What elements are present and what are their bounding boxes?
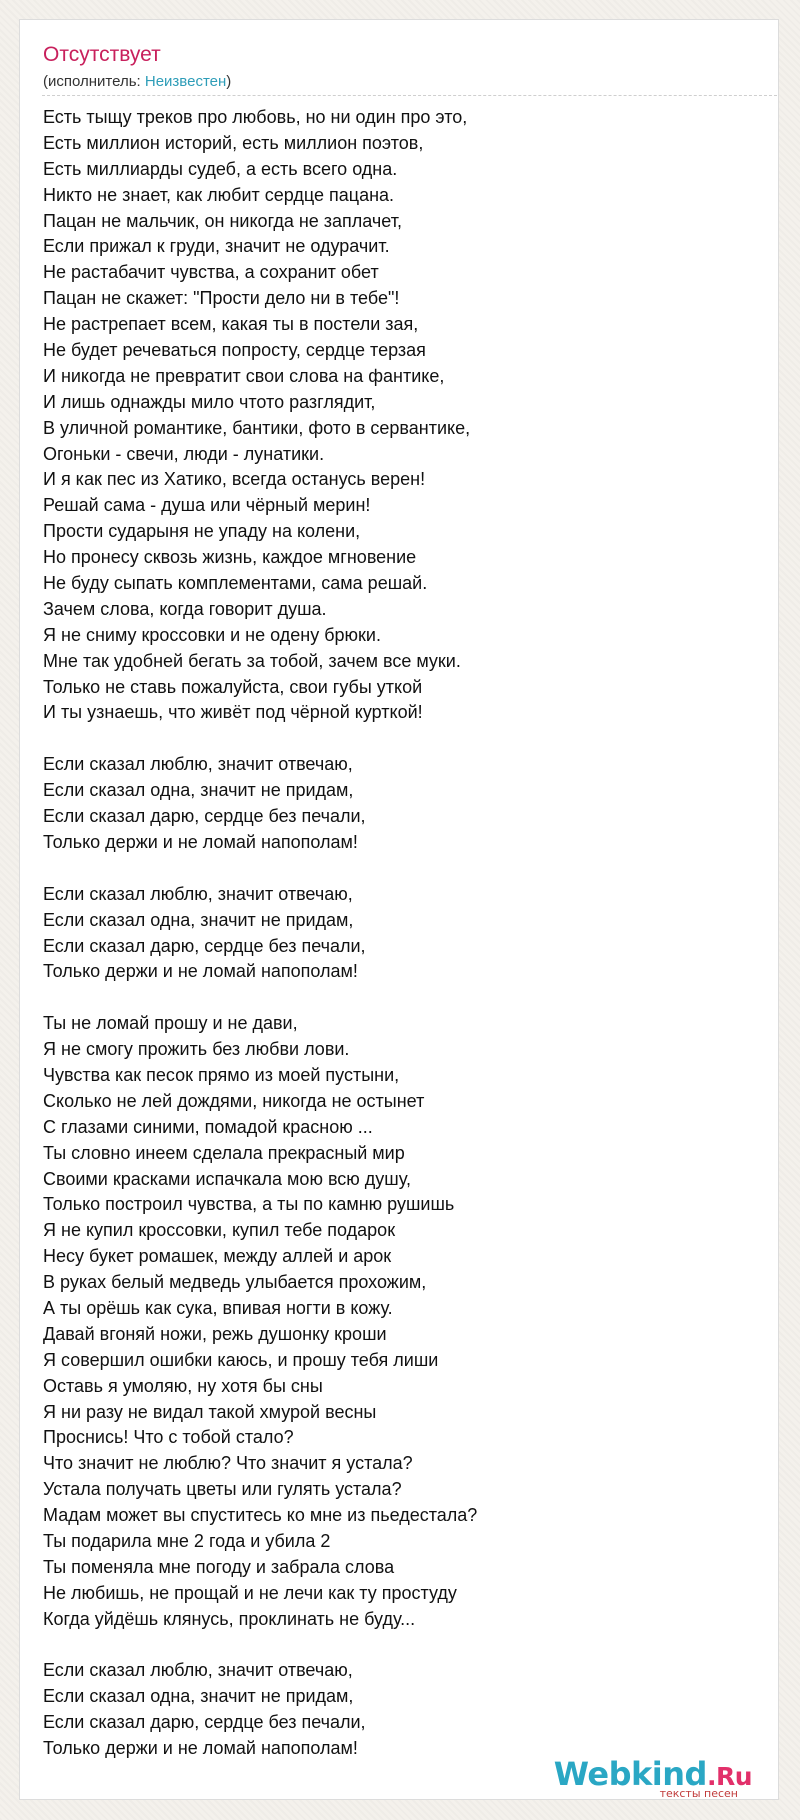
lyric-line: Если сказал одна, значит не придам, [43,780,354,801]
lyric-line: Есть миллион историй, есть миллион поэтов, [43,132,424,153]
lyric-line: В руках белый медведь улыбается прохожим, [43,1272,427,1293]
lyric-line: Если сказал люблю, значит отвечаю, [43,883,353,904]
artist-suffix: ) [226,73,232,90]
stanza-break [43,856,743,882]
lyric-line: Только держи и не ломай напополам! [43,961,358,982]
artist-link[interactable]: Неизвестен [144,73,227,90]
lyric-line: Пацан не мальчик, он никогда не заплачет, [43,210,402,231]
lyric-line: Устала получать цветы или гулять устала? [43,1479,402,1500]
lyric-line: В уличной романтике, бантики, фото в сервантике, [43,417,471,438]
lyric-line: Но пронесу сквозь жизнь, каждое мгновение [43,547,417,568]
lyric-line: Я не смогу прожить без любви лови. [43,1039,350,1060]
song-title: Отсутствует [43,43,161,66]
lyric-line: И никогда не превратит свои слова на фантике, [43,365,445,386]
lyric-line: И лишь однажды мило чтото разглядит, [43,391,376,412]
lyric-line: Ты не ломай прошу и не дави, [43,1013,298,1034]
lyric-line: Не растрепает всем, какая ты в постели зая, [43,314,419,335]
lyric-line: Если сказал дарю, сердце без печали, [43,806,366,827]
lyric-line: Я совершил ошибки каюсь, и прошу тебя лиши [43,1349,439,1370]
stanza-break [43,726,743,752]
lyric-line: И я как пес из Хатико, всегда останусь верен! [43,469,426,490]
logo-tagline: тексты песен [659,1787,738,1800]
lyric-line: И ты узнаешь, что живёт под чёрной курткой! [43,702,423,723]
lyric-line: А ты орёшь как сука, впивая ногти в кожу. [43,1297,393,1318]
lyrics-text [43,105,743,1762]
lyric-line: Я не купил кроссовки, купил тебе подарок [43,1220,396,1241]
lyric-line: Если сказал одна, значит не придам, [43,1686,354,1707]
lyric-line: Прости сударыня не упаду на колени, [43,521,361,542]
logo-brand: Webkind [553,1755,707,1793]
lyric-line: Если сказал одна, значит не придам, [43,909,354,930]
logo-tld: .Ru [706,1762,752,1791]
site-logo[interactable] [554,1757,752,1799]
lyrics-card [19,19,779,1800]
lyric-line: Когда уйдёшь клянусь, проклинать не буду... [43,1608,416,1629]
lyric-line: Ты подарила мне 2 года и убила 2 [43,1530,331,1551]
lyric-line: Сколько не лей дождями, никогда не остынет [43,1090,425,1111]
stanza-break [43,1633,743,1659]
lyric-line: Проснись! Что с тобой стало? [43,1427,294,1448]
lyric-line: Только не ставь пожалуйста, свои губы уткой [43,676,423,697]
lyric-line: Я не сниму кроссовки и не одену брюки. [43,624,381,645]
lyric-line: Я ни разу не видал такой хмурой весны [43,1401,377,1422]
lyric-line: С глазами синими, помадой красною ... [43,1116,373,1137]
lyric-line: Если сказал люблю, значит отвечаю, [43,754,353,775]
lyric-line: Не любишь, не прощай и не лечи как ту простуду [43,1582,457,1603]
lyric-line: Давай вгоняй ножи, режь душонку кроши [43,1323,387,1344]
lyric-line: Не растабачит чувства, а сохранит обет [43,262,379,283]
lyric-line: Не будет речеваться попросту, сердце терзая [43,340,426,361]
stanza-break [43,985,743,1011]
lyric-line: Только держи и не ломай напополам! [43,1738,358,1759]
lyric-line: Если сказал дарю, сердце без печали, [43,1712,366,1733]
lyric-line: Никто не знает, как любит сердце пацана. [43,184,395,205]
lyric-line: Только построил чувства, а ты по камню рушишь [43,1194,455,1215]
lyric-line: Что значит не люблю? Что значит я устала? [43,1453,413,1474]
lyric-line: Мадам может вы спуститесь ко мне из пьедестала? [43,1505,478,1526]
lyric-line: Несу букет ромашек, между аллей и арок [43,1246,392,1267]
lyric-line: Только держи и не ломай напополам! [43,831,358,852]
lyric-line: Пацан не скажет: "Прости дело ни в тебе"! [43,288,400,309]
lyric-line: Если сказал люблю, значит отвечаю, [43,1660,353,1681]
lyric-line: Оставь я умоляю, ну хотя бы сны [43,1375,323,1396]
lyric-line: Ты поменяла мне погоду и забрала слова [43,1556,395,1577]
artist-line [43,73,231,91]
lyric-line: Если сказал дарю, сердце без печали, [43,935,366,956]
title-divider [42,95,777,96]
lyric-line: Мне так удобней бегать за тобой, зачем все муки. [43,650,461,671]
lyric-line: Если прижал к груди, значит не одурачит. [43,236,390,257]
lyric-line: Решай сама - душа или чёрный мерин! [43,495,371,516]
lyric-line: Огоньки - свечи, люди - лунатики. [43,443,325,464]
lyric-line: Есть тыщу треков про любовь, но ни один про это, [43,107,468,127]
lyric-line: Ты словно инеем сделала прекрасный мир [43,1142,405,1163]
lyric-line: Зачем слова, когда говорит душа. [43,598,327,619]
lyric-line: Чувства как песок прямо из моей пустыни, [43,1064,400,1085]
lyric-line: Не буду сыпать комплементами, сама решай. [43,573,428,594]
lyric-line: Своими красками испачкала мою всю душу, [43,1168,411,1189]
lyric-line: Есть миллиарды судеб, а есть всего одна. [43,158,398,179]
artist-prefix: (исполнитель: [43,73,145,90]
